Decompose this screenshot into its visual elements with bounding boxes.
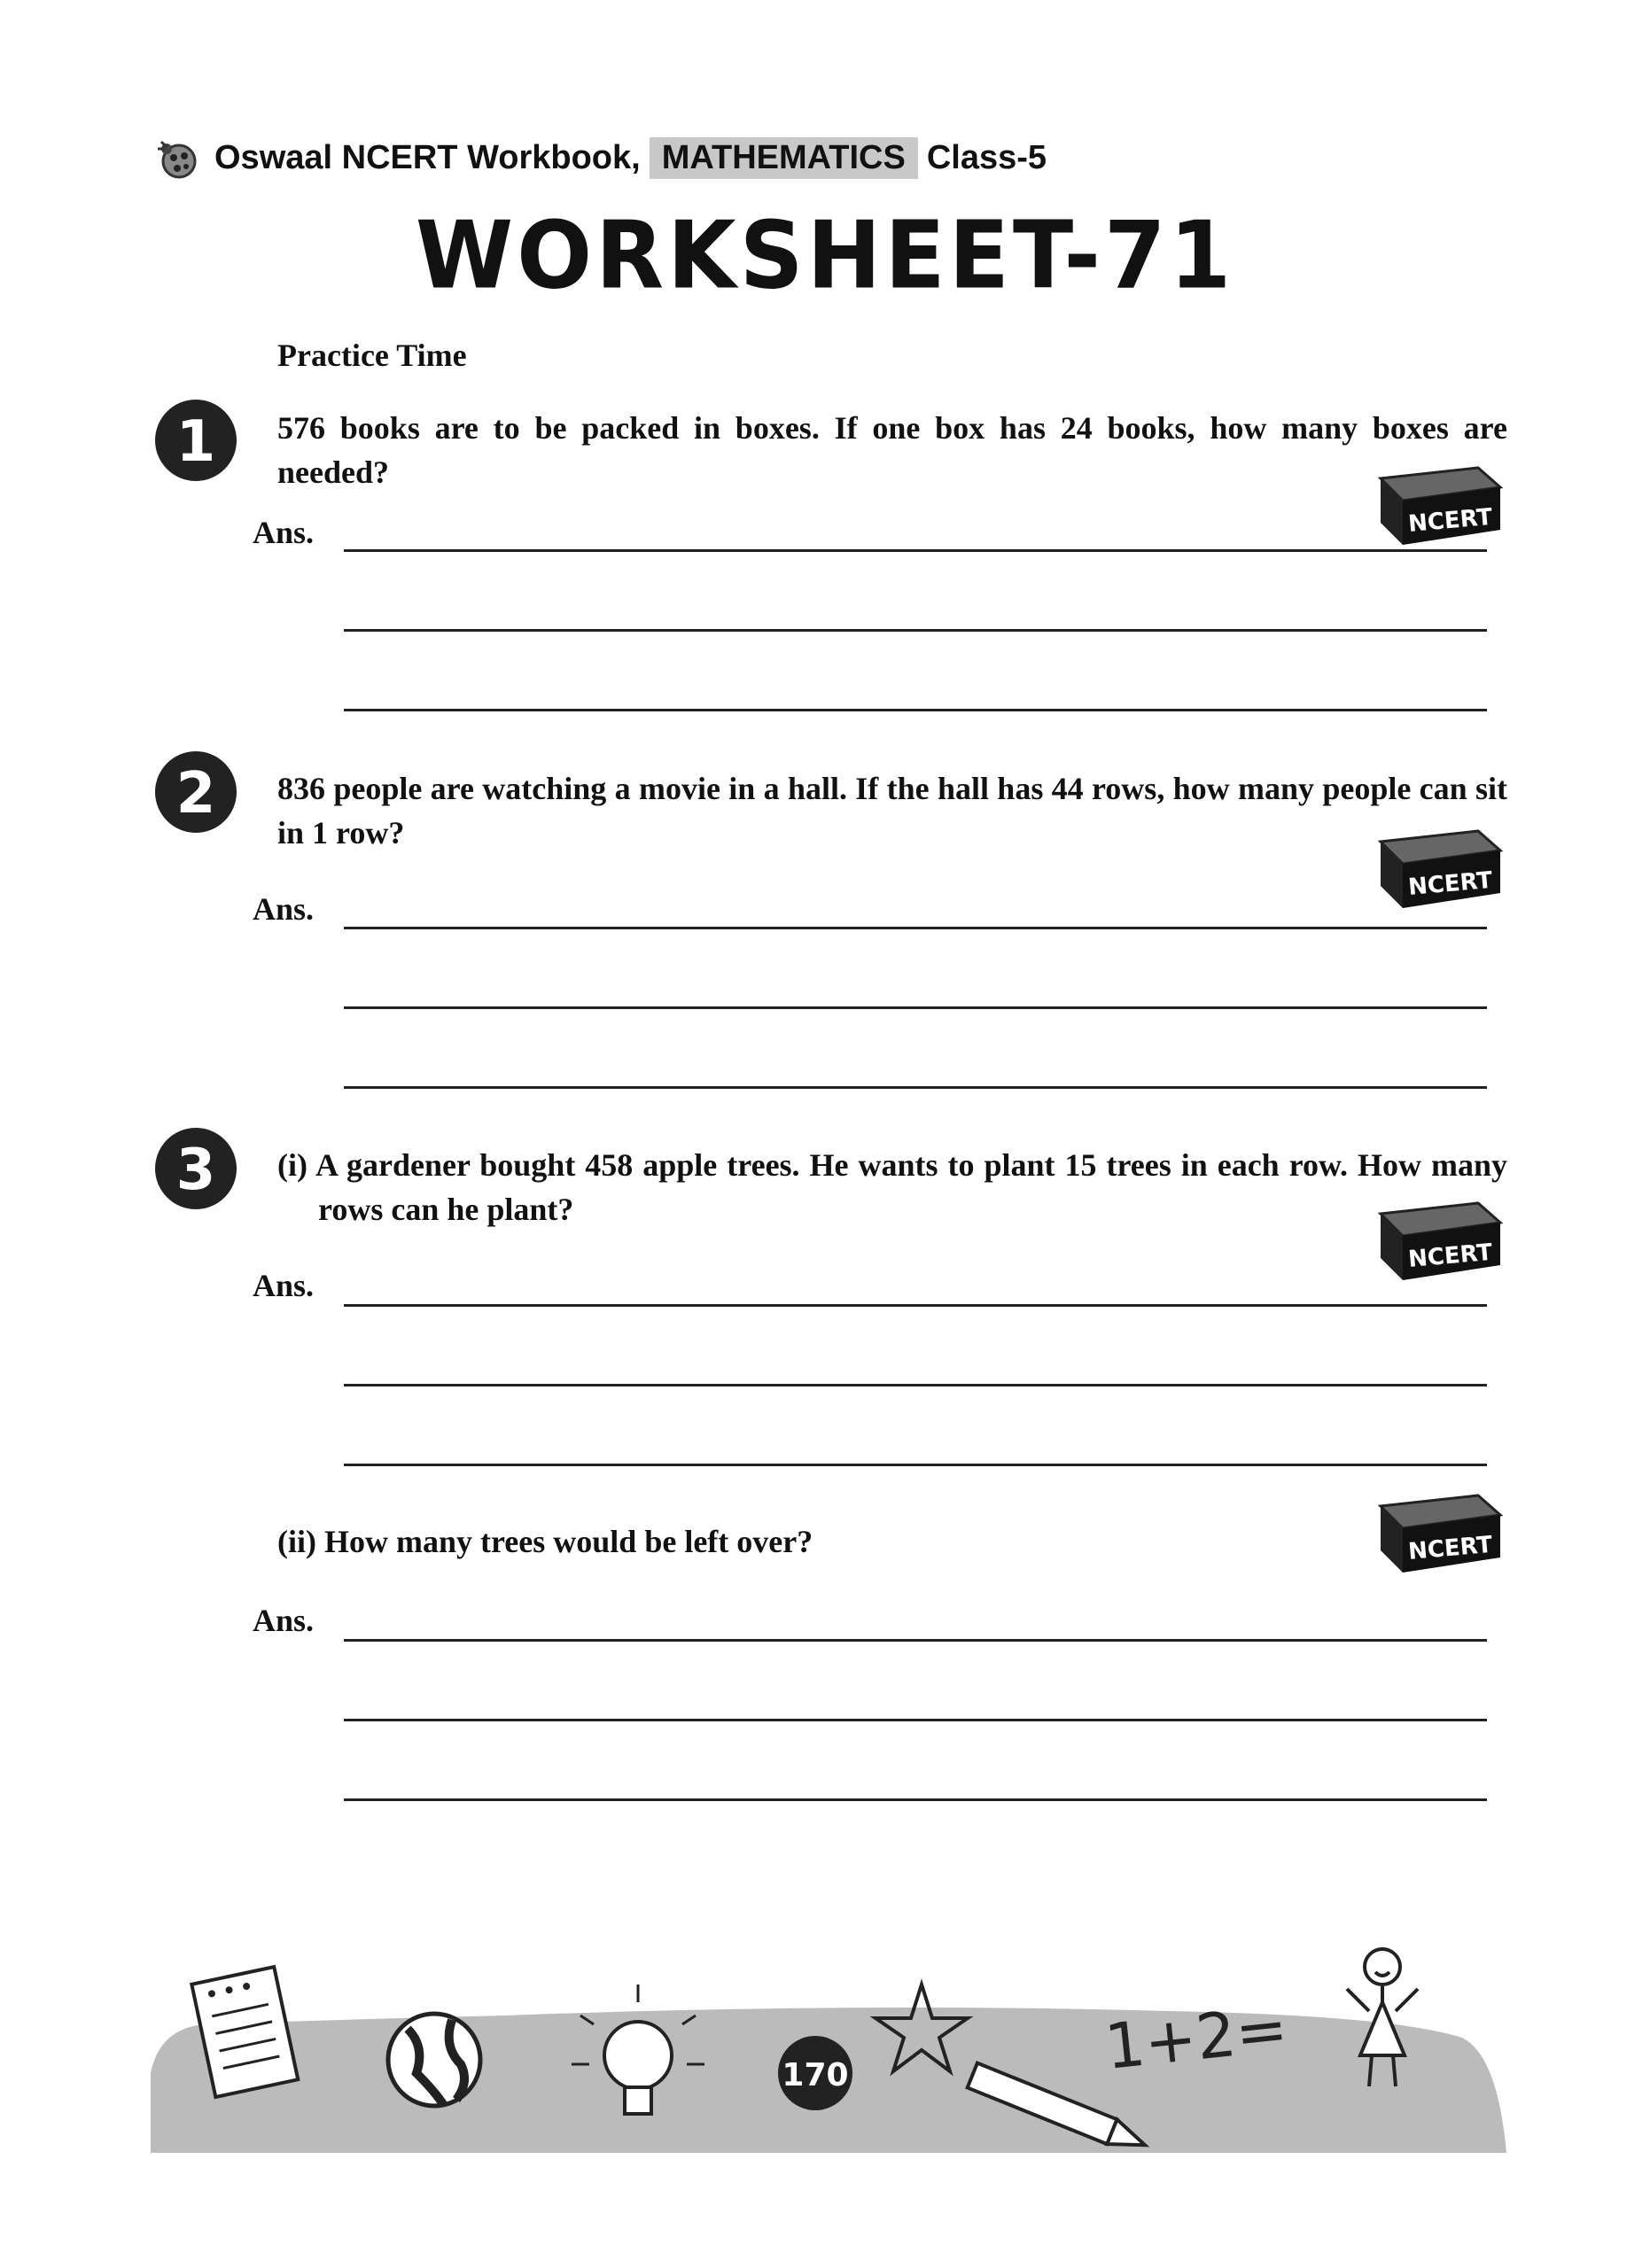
answer-label-1: Ans.: [253, 515, 315, 550]
worksheet-title: WORKSHEET-71: [415, 201, 1235, 310]
svg-text:NCERT: NCERT: [1406, 1239, 1494, 1273]
ncert-book-icon: [1372, 1196, 1505, 1285]
answer-label-3ii: Ans.: [253, 1603, 315, 1638]
answer-line[interactable]: [344, 1384, 1487, 1386]
svg-text:NCERT: NCERT: [1406, 866, 1494, 901]
svg-text:2: 2: [175, 761, 216, 827]
subject-label: MATHEMATICS: [650, 137, 918, 179]
answer-label-3i: Ans.: [253, 1268, 315, 1303]
question-number-1-icon: [152, 397, 239, 484]
answer-line[interactable]: [344, 549, 1487, 552]
ncert-book-icon: [1372, 461, 1505, 549]
svg-text:NCERT: NCERT: [1406, 503, 1494, 538]
answer-line[interactable]: [344, 1798, 1487, 1801]
svg-text:1: 1: [175, 409, 216, 475]
answer-line[interactable]: [344, 1006, 1487, 1009]
answer-line[interactable]: [344, 927, 1487, 929]
ncert-book-icon: [1372, 824, 1505, 913]
equation-text: 1+2=: [1101, 1992, 1292, 2084]
book-header: [152, 131, 1047, 184]
footer-decoration: [151, 1940, 1506, 2162]
book-title: Oswaal NCERT Workbook,: [214, 138, 641, 176]
question-2-text: 836 people are watching a movie in a hall. If the hall has 44 rows, how many people can sit in 1 row?: [277, 771, 1507, 850]
answer-line[interactable]: [344, 709, 1487, 711]
answer-label-2: Ans.: [253, 891, 315, 927]
ladybug-logo-icon: [152, 133, 202, 183]
svg-text:NCERT: NCERT: [1406, 1531, 1494, 1565]
globe-icon: [388, 2014, 480, 2106]
question-3-part-i: (i) A gardener bought 458 apple trees. He wants to plant 15 trees in each row. How many rows can he plant?: [277, 1147, 1507, 1227]
section-heading: Practice Time: [277, 338, 467, 373]
answer-line[interactable]: [344, 1464, 1487, 1466]
svg-text:3: 3: [175, 1138, 216, 1203]
question-3-part-i-text: [277, 1143, 1507, 1231]
question-3-part-ii-text: (ii) How many trees would be left over?: [277, 1524, 813, 1559]
question-number-3-icon: [152, 1125, 239, 1212]
answer-line[interactable]: [344, 1719, 1487, 1721]
answer-line[interactable]: [344, 629, 1487, 632]
class-label: Class-5: [926, 138, 1047, 176]
question-1-text: 576 books are to be packed in boxes. If one box has 24 books, how many boxes are needed?: [277, 410, 1507, 490]
page-number: 170: [782, 2057, 849, 2093]
answer-line[interactable]: [344, 1304, 1487, 1307]
question-number-2-icon: [152, 749, 239, 835]
answer-line[interactable]: [344, 1639, 1487, 1642]
answer-line[interactable]: [344, 1086, 1487, 1089]
